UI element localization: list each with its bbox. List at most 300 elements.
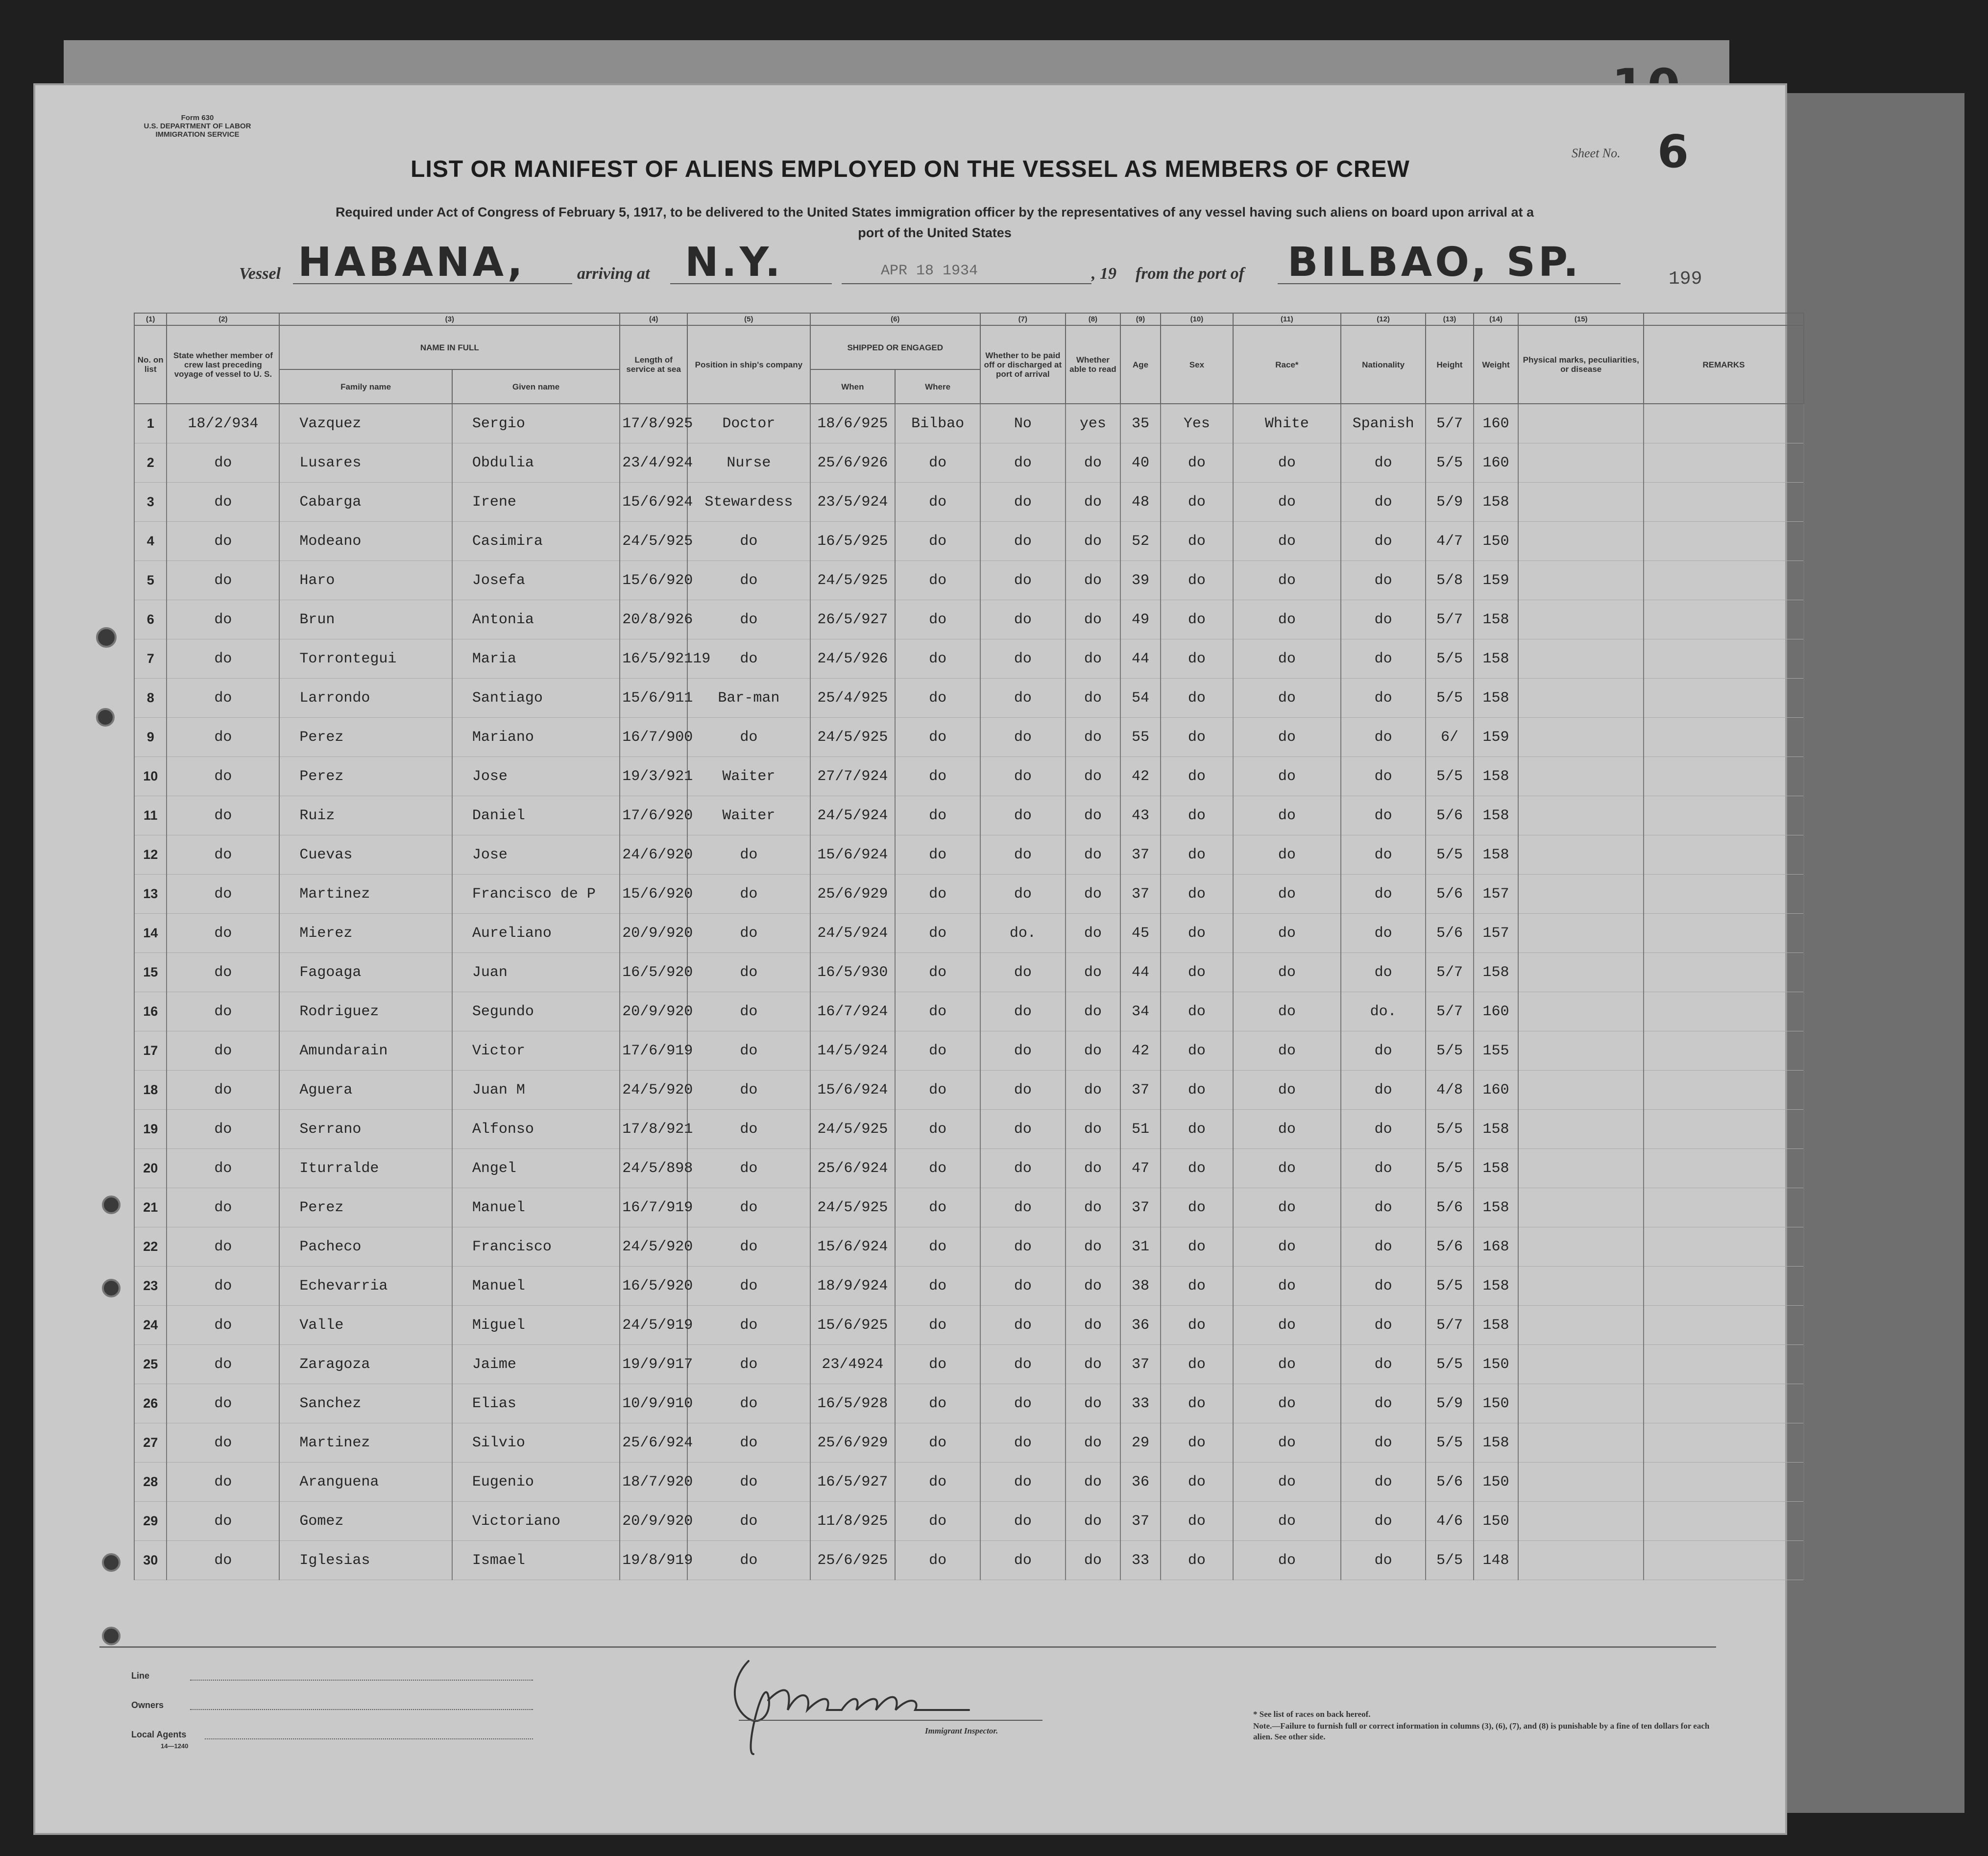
cell-weight: 159: [1474, 561, 1519, 600]
cell-paid-off: do: [980, 1541, 1066, 1580]
cell-length-of-service: 16/5/920: [620, 1267, 687, 1306]
owners-label: Owners: [131, 1700, 164, 1710]
cell-engaged-where: do: [895, 639, 980, 679]
cell-ship-position: Bar-man: [687, 679, 810, 718]
cell-engaged-when: 24/5/925: [810, 1110, 896, 1149]
cell-sex: do: [1161, 1463, 1233, 1502]
cell-remarks: [1644, 639, 1804, 679]
cell-height: 5/7: [1426, 992, 1473, 1031]
cell-paid-off: do: [980, 561, 1066, 600]
cell-able-to-read: do: [1066, 992, 1120, 1031]
cell-race: White: [1233, 404, 1341, 443]
cell-age: 37: [1120, 1071, 1161, 1110]
cell-height: 5/5: [1426, 1541, 1473, 1580]
cell-height: 4/8: [1426, 1071, 1473, 1110]
header-age: Age: [1120, 325, 1161, 404]
cell-race: do: [1233, 1188, 1341, 1227]
cell-engaged-where: do: [895, 1423, 980, 1463]
table-row: [134, 1071, 1804, 1110]
cell-ship-position: do: [687, 1110, 810, 1149]
cell-ship-position: do: [687, 1502, 810, 1541]
cell-ship-position: do: [687, 875, 810, 914]
col-num-blank: [1644, 313, 1804, 325]
cell-height: 5/6: [1426, 1463, 1473, 1502]
cell-race: do: [1233, 992, 1341, 1031]
cell-length-of-service: 24/5/925: [620, 522, 687, 561]
cell-length-of-service: 25/6/924: [620, 1423, 687, 1463]
punch-hole: [96, 708, 115, 727]
col-num-2: (2): [167, 313, 279, 325]
cell-given-name: Casimira: [452, 522, 620, 561]
cell-given-name: Maria: [452, 639, 620, 679]
header-state: State whether member of crew last preceding voyage of vessel to U. S.: [167, 325, 279, 404]
cell-weight: 160: [1474, 1071, 1519, 1110]
header-family: Family name: [279, 369, 452, 404]
cell-sex: Yes: [1161, 404, 1233, 443]
cell-physical-marks: [1518, 600, 1643, 639]
cell-family-name: Ruiz: [279, 796, 452, 835]
cell-last-voyage: do: [167, 1071, 279, 1110]
cell-remarks: [1644, 718, 1804, 757]
inspector-signature: [714, 1656, 1047, 1764]
cell-weight: 160: [1474, 992, 1519, 1031]
fine-note: Note.—Failure to furnish full or correct information in columns (3), (6), (7), and (8) is punishable by a fine of ten dollars for each alien. See other side.: [1253, 1721, 1710, 1741]
cell-height: 5/5: [1426, 679, 1473, 718]
cell-nationality: do: [1341, 443, 1426, 483]
cell-paid-off: do: [980, 1306, 1066, 1345]
cell-given-name: Manuel: [452, 1267, 620, 1306]
cell-length-of-service: 15/6/911: [620, 679, 687, 718]
cell-engaged-when: 25/6/929: [810, 875, 896, 914]
cell-last-voyage: do: [167, 953, 279, 992]
cell-remarks: [1644, 875, 1804, 914]
cell-row-number: 12: [134, 835, 167, 875]
col-num-13: (13): [1426, 313, 1473, 325]
cell-sex: do: [1161, 1502, 1233, 1541]
cell-nationality: do: [1341, 600, 1426, 639]
cell-engaged-when: 23/4924: [810, 1345, 896, 1384]
cell-family-name: Gomez: [279, 1502, 452, 1541]
cell-age: 39: [1120, 561, 1161, 600]
cell-engaged-where: do: [895, 953, 980, 992]
crew-manifest-table: [134, 313, 1804, 1580]
cell-paid-off: do: [980, 1423, 1066, 1463]
cell-weight: 155: [1474, 1031, 1519, 1071]
cell-race: do: [1233, 1110, 1341, 1149]
form-service: IMMIGRATION SERVICE: [155, 130, 240, 139]
cell-given-name: Aureliano: [452, 914, 620, 953]
cell-nationality: do: [1341, 1227, 1426, 1267]
cell-row-number: 24: [134, 1306, 167, 1345]
cell-row-number: 17: [134, 1031, 167, 1071]
cell-paid-off: do: [980, 639, 1066, 679]
cell-race: do: [1233, 757, 1341, 796]
cell-remarks: [1644, 1502, 1804, 1541]
cell-engaged-where: do: [895, 1267, 980, 1306]
cell-length-of-service: 16/5/920: [620, 953, 687, 992]
cell-engaged-where: do: [895, 796, 980, 835]
cell-weight: 148: [1474, 1541, 1519, 1580]
cell-row-number: 1: [134, 404, 167, 443]
cell-paid-off: do: [980, 1384, 1066, 1423]
cell-nationality: Spanish: [1341, 404, 1426, 443]
cell-age: 42: [1120, 1031, 1161, 1071]
cell-engaged-when: 24/5/924: [810, 914, 896, 953]
col-num-10: (10): [1161, 313, 1233, 325]
table-row: [134, 443, 1804, 483]
cell-age: 51: [1120, 1110, 1161, 1149]
cell-height: 5/6: [1426, 875, 1473, 914]
column-number-row: [134, 313, 1804, 325]
cell-age: 42: [1120, 757, 1161, 796]
cell-engaged-where: do: [895, 443, 980, 483]
cell-engaged-when: 24/5/926: [810, 639, 896, 679]
race-note: * See list of races on back hereof.: [1253, 1709, 1371, 1719]
cell-physical-marks: [1518, 875, 1643, 914]
cell-weight: 157: [1474, 914, 1519, 953]
header-shipped: SHIPPED OR ENGAGED: [810, 325, 980, 369]
cell-sex: do: [1161, 639, 1233, 679]
cell-family-name: Perez: [279, 757, 452, 796]
cell-row-number: 6: [134, 600, 167, 639]
cell-ship-position: do: [687, 1541, 810, 1580]
cell-weight: 159: [1474, 718, 1519, 757]
cell-nationality: do: [1341, 1188, 1426, 1227]
col-num-1: (1): [134, 313, 167, 325]
cell-engaged-when: 25/4/925: [810, 679, 896, 718]
cell-able-to-read: do: [1066, 1306, 1120, 1345]
cell-sex: do: [1161, 875, 1233, 914]
cell-length-of-service: 24/5/920: [620, 1227, 687, 1267]
cell-age: 48: [1120, 483, 1161, 522]
cell-last-voyage: do: [167, 875, 279, 914]
cell-remarks: [1644, 443, 1804, 483]
cell-row-number: 30: [134, 1541, 167, 1580]
cell-sex: do: [1161, 1306, 1233, 1345]
cell-family-name: Pacheco: [279, 1227, 452, 1267]
cell-age: 36: [1120, 1306, 1161, 1345]
col-num-3: (3): [279, 313, 620, 325]
table-row: [134, 639, 1804, 679]
cell-row-number: 11: [134, 796, 167, 835]
header-when: When: [810, 369, 896, 404]
cell-ship-position: Waiter: [687, 757, 810, 796]
cell-nationality: do: [1341, 875, 1426, 914]
cell-engaged-where: Bilbao: [895, 404, 980, 443]
cell-physical-marks: [1518, 483, 1643, 522]
col-num-5: (5): [687, 313, 810, 325]
cell-family-name: Valle: [279, 1306, 452, 1345]
cell-row-number: 5: [134, 561, 167, 600]
cell-nationality: do: [1341, 1423, 1426, 1463]
cell-paid-off: do: [980, 522, 1066, 561]
cell-family-name: Torrontegui: [279, 639, 452, 679]
cell-family-name: Cuevas: [279, 835, 452, 875]
cell-weight: 158: [1474, 953, 1519, 992]
cell-height: 5/5: [1426, 1110, 1473, 1149]
cell-row-number: 13: [134, 875, 167, 914]
cell-remarks: [1644, 561, 1804, 600]
cell-row-number: 28: [134, 1463, 167, 1502]
cell-able-to-read: do: [1066, 1384, 1120, 1423]
cell-sex: do: [1161, 914, 1233, 953]
cell-physical-marks: [1518, 639, 1643, 679]
cell-length-of-service: 15/6/924: [620, 483, 687, 522]
cell-row-number: 10: [134, 757, 167, 796]
cell-given-name: Elias: [452, 1384, 620, 1423]
cell-ship-position: Nurse: [687, 443, 810, 483]
cell-engaged-when: 24/5/925: [810, 1188, 896, 1227]
cell-nationality: do: [1341, 1110, 1426, 1149]
cell-family-name: Lusares: [279, 443, 452, 483]
cell-length-of-service: 17/8/921: [620, 1110, 687, 1149]
cell-weight: 158: [1474, 1188, 1519, 1227]
header-remarks: REMARKS: [1644, 325, 1804, 404]
cell-row-number: 26: [134, 1384, 167, 1423]
subtitle-line-1: Required under Act of Congress of February 5, 1917, to be delivered to the United States immigration officer by the representatives of any vessel having such aliens on board upon arrival at a: [335, 205, 1534, 220]
form-department: U.S. DEPARTMENT OF LABOR: [144, 122, 251, 130]
cell-family-name: Amundarain: [279, 1031, 452, 1071]
cell-given-name: Angel: [452, 1149, 620, 1188]
cell-able-to-read: yes: [1066, 404, 1120, 443]
col-num-8: (8): [1066, 313, 1120, 325]
year-label: , 19: [1091, 265, 1116, 283]
cell-paid-off: do.: [980, 914, 1066, 953]
cell-given-name: Jose: [452, 835, 620, 875]
cell-physical-marks: [1518, 1463, 1643, 1502]
table-row: [134, 1423, 1804, 1463]
cell-sex: do: [1161, 600, 1233, 639]
manifest-body: [134, 404, 1804, 1580]
cell-engaged-when: 15/6/924: [810, 835, 896, 875]
cell-engaged-where: do: [895, 992, 980, 1031]
cell-engaged-where: do: [895, 1306, 980, 1345]
cell-engaged-when: 15/6/925: [810, 1306, 896, 1345]
table-row: [134, 914, 1804, 953]
cell-last-voyage: do: [167, 483, 279, 522]
cell-remarks: [1644, 1306, 1804, 1345]
cell-last-voyage: do: [167, 1031, 279, 1071]
cell-able-to-read: do: [1066, 443, 1120, 483]
cell-given-name: Victoriano: [452, 1502, 620, 1541]
punch-hole: [96, 627, 117, 648]
cell-able-to-read: do: [1066, 875, 1120, 914]
cell-remarks: [1644, 914, 1804, 953]
cell-engaged-where: do: [895, 1188, 980, 1227]
cell-race: do: [1233, 679, 1341, 718]
cell-ship-position: do: [687, 1188, 810, 1227]
col-num-6: (6): [810, 313, 980, 325]
cell-paid-off: do: [980, 1345, 1066, 1384]
cell-length-of-service: 15/6/920: [620, 561, 687, 600]
table-row: [134, 1149, 1804, 1188]
cell-engaged-where: do: [895, 600, 980, 639]
cell-sex: do: [1161, 443, 1233, 483]
agents-code: 14—1240: [161, 1742, 189, 1750]
cell-length-of-service: 17/6/920: [620, 796, 687, 835]
cell-row-number: 21: [134, 1188, 167, 1227]
cell-given-name: Ismael: [452, 1541, 620, 1580]
cell-last-voyage: do: [167, 600, 279, 639]
cell-given-name: Francisco de P: [452, 875, 620, 914]
cell-paid-off: do: [980, 835, 1066, 875]
cell-engaged-when: 16/5/928: [810, 1384, 896, 1423]
cell-length-of-service: 24/5/920: [620, 1071, 687, 1110]
cell-race: do: [1233, 561, 1341, 600]
cell-ship-position: do: [687, 1384, 810, 1423]
table-row: [134, 1267, 1804, 1306]
cell-sex: do: [1161, 1031, 1233, 1071]
cell-race: do: [1233, 1227, 1341, 1267]
cell-family-name: Martinez: [279, 1423, 452, 1463]
arriving-port-field: [670, 239, 832, 286]
cell-age: 54: [1120, 679, 1161, 718]
cell-engaged-when: 25/6/929: [810, 1423, 896, 1463]
cell-remarks: [1644, 1031, 1804, 1071]
cell-nationality: do: [1341, 1541, 1426, 1580]
cell-able-to-read: do: [1066, 561, 1120, 600]
cell-height: 4/7: [1426, 522, 1473, 561]
cell-sex: do: [1161, 757, 1233, 796]
cell-paid-off: do: [980, 796, 1066, 835]
date-field: [842, 248, 1091, 284]
cell-family-name: Martinez: [279, 875, 452, 914]
cell-physical-marks: [1518, 757, 1643, 796]
cell-engaged-where: do: [895, 679, 980, 718]
sheet-number: 6: [1657, 125, 1692, 178]
vessel-name-field: [293, 239, 572, 286]
cell-engaged-when: 23/5/924: [810, 483, 896, 522]
cell-ship-position: do: [687, 1423, 810, 1463]
cell-family-name: Larrondo: [279, 679, 452, 718]
punch-hole: [102, 1279, 121, 1297]
cell-last-voyage: do: [167, 1502, 279, 1541]
cell-able-to-read: do: [1066, 600, 1120, 639]
cell-length-of-service: 10/9/910: [620, 1384, 687, 1423]
cell-given-name: Francisco: [452, 1227, 620, 1267]
cell-engaged-when: 15/6/924: [810, 1227, 896, 1267]
cell-engaged-when: 18/9/924: [810, 1267, 896, 1306]
cell-engaged-when: 16/7/924: [810, 992, 896, 1031]
cell-engaged-where: do: [895, 1031, 980, 1071]
cell-sex: do: [1161, 1071, 1233, 1110]
cell-sex: do: [1161, 1423, 1233, 1463]
cell-physical-marks: [1518, 796, 1643, 835]
header-paid: Whether to be paid off or discharged at port of arrival: [980, 325, 1066, 404]
cell-family-name: Perez: [279, 718, 452, 757]
cell-remarks: [1644, 1188, 1804, 1227]
cell-race: do: [1233, 1384, 1341, 1423]
cell-remarks: [1644, 404, 1804, 443]
cell-able-to-read: do: [1066, 1071, 1120, 1110]
cell-engaged-when: 15/6/924: [810, 1071, 896, 1110]
cell-nationality: do: [1341, 1384, 1426, 1423]
cell-last-voyage: do: [167, 1188, 279, 1227]
cell-last-voyage: do: [167, 796, 279, 835]
cell-row-number: 4: [134, 522, 167, 561]
cell-given-name: Santiago: [452, 679, 620, 718]
cell-physical-marks: [1518, 1227, 1643, 1267]
cell-family-name: Serrano: [279, 1110, 452, 1149]
cell-engaged-when: 11/8/925: [810, 1502, 896, 1541]
header-weight: Weight: [1474, 325, 1519, 404]
cell-engaged-when: 24/5/925: [810, 561, 896, 600]
cell-remarks: [1644, 1541, 1804, 1580]
cell-family-name: Sanchez: [279, 1384, 452, 1423]
cell-age: 29: [1120, 1423, 1161, 1463]
cell-length-of-service: 24/5/898: [620, 1149, 687, 1188]
cell-family-name: Echevarria: [279, 1267, 452, 1306]
cell-sex: do: [1161, 1149, 1233, 1188]
cell-nationality: do: [1341, 718, 1426, 757]
cell-sex: do: [1161, 1345, 1233, 1384]
cell-race: do: [1233, 1031, 1341, 1071]
cell-race: do: [1233, 1345, 1341, 1384]
page-number: 199: [1669, 269, 1702, 290]
cell-sex: do: [1161, 1227, 1233, 1267]
cell-paid-off: do: [980, 875, 1066, 914]
cell-given-name: Victor: [452, 1031, 620, 1071]
cell-race: do: [1233, 1149, 1341, 1188]
cell-engaged-when: 26/5/927: [810, 600, 896, 639]
cell-last-voyage: do: [167, 1345, 279, 1384]
cell-family-name: Aranguena: [279, 1463, 452, 1502]
cell-row-number: 25: [134, 1345, 167, 1384]
cell-last-voyage: do: [167, 757, 279, 796]
cell-sex: do: [1161, 1110, 1233, 1149]
vessel-label: Vessel: [239, 265, 281, 283]
col-num-12: (12): [1341, 313, 1426, 325]
cell-length-of-service: 17/8/925: [620, 404, 687, 443]
line-field: [190, 1680, 533, 1681]
cell-age: 36: [1120, 1463, 1161, 1502]
cell-engaged-when: 27/7/924: [810, 757, 896, 796]
cell-length-of-service: 20/9/920: [620, 914, 687, 953]
cell-remarks: [1644, 1384, 1804, 1423]
cell-paid-off: do: [980, 1267, 1066, 1306]
cell-physical-marks: [1518, 1306, 1643, 1345]
cell-remarks: [1644, 835, 1804, 875]
cell-race: do: [1233, 835, 1341, 875]
cell-family-name: Cabarga: [279, 483, 452, 522]
cell-given-name: Eugenio: [452, 1463, 620, 1502]
col-num-15: (15): [1518, 313, 1643, 325]
cell-physical-marks: [1518, 1149, 1643, 1188]
header-length: Length of service at sea: [620, 325, 687, 404]
form-number: Form 630: [181, 114, 214, 122]
cell-age: 49: [1120, 600, 1161, 639]
inspector-label: Immigrant Inspector.: [925, 1726, 998, 1735]
from-port-field: [1278, 239, 1621, 286]
cell-sex: do: [1161, 796, 1233, 835]
cell-engaged-where: do: [895, 757, 980, 796]
agents-field: [205, 1738, 533, 1739]
cell-paid-off: do: [980, 1227, 1066, 1267]
cell-nationality: do.: [1341, 992, 1426, 1031]
cell-given-name: Silvio: [452, 1423, 620, 1463]
cell-row-number: 23: [134, 1267, 167, 1306]
cell-remarks: [1644, 757, 1804, 796]
cell-family-name: Iglesias: [279, 1541, 452, 1580]
cell-race: do: [1233, 796, 1341, 835]
cell-remarks: [1644, 679, 1804, 718]
cell-weight: 150: [1474, 522, 1519, 561]
cell-sex: do: [1161, 1541, 1233, 1580]
cell-engaged-where: do: [895, 1502, 980, 1541]
cell-nationality: do: [1341, 1463, 1426, 1502]
cell-ship-position: do: [687, 600, 810, 639]
cell-remarks: [1644, 992, 1804, 1031]
